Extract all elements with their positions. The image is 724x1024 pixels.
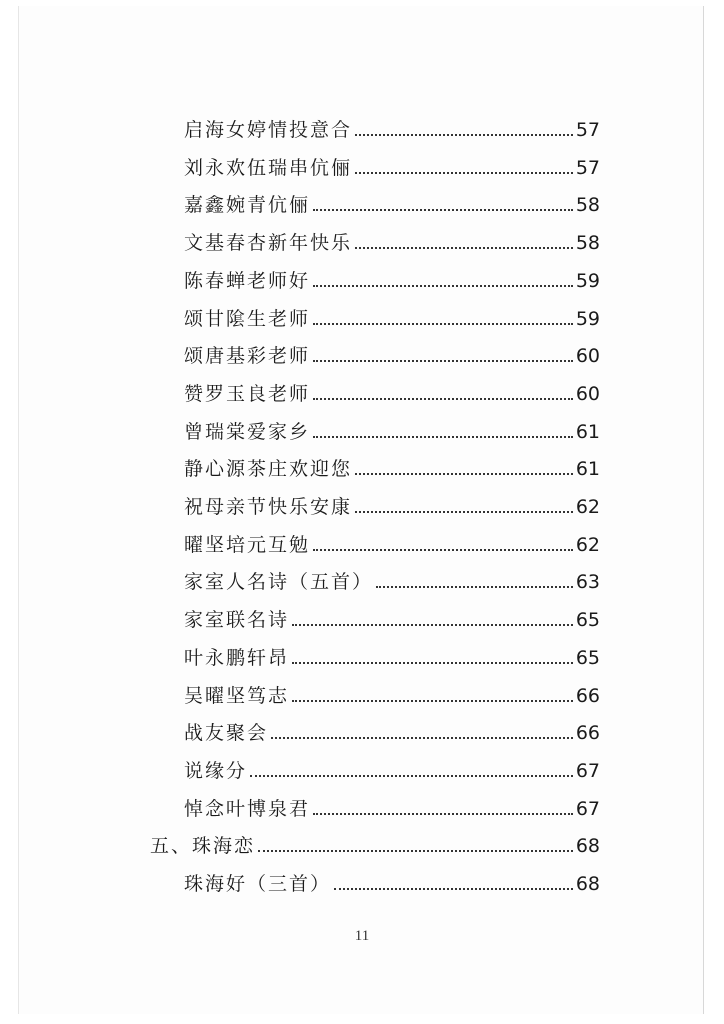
toc-entry xyxy=(184,301,600,331)
toc-entry xyxy=(184,150,600,180)
toc-entry-title: 说缘分 xyxy=(184,759,248,782)
dot-leader xyxy=(334,888,573,890)
dot-leader xyxy=(313,209,573,211)
toc-entry-title: 叶永鹏轩昂 xyxy=(184,646,290,669)
toc-entry-page: 57 xyxy=(575,119,600,141)
toc-entry-title: 悼念叶博泉君 xyxy=(184,797,311,820)
toc-entry-title: 吴曜坚笃志 xyxy=(184,684,290,707)
toc-entry-title: 曜坚培元互勉 xyxy=(184,533,311,556)
dot-leader xyxy=(355,134,573,136)
dot-leader xyxy=(313,285,573,287)
toc-entry-page: 63 xyxy=(575,571,600,594)
toc-entry xyxy=(184,338,600,368)
toc-entry-title: 颂唐基彩老师 xyxy=(184,345,311,368)
toc-entry-page: 58 xyxy=(575,232,600,255)
dot-leader xyxy=(292,662,573,664)
toc-entry-page: 57 xyxy=(575,156,600,179)
dot-leader xyxy=(313,398,573,400)
dot-leader xyxy=(376,586,573,588)
toc-entry-page: 62 xyxy=(575,496,600,518)
toc-entry-title: 战友聚会 xyxy=(184,722,269,745)
toc-entry xyxy=(184,715,600,745)
toc-entry-page: 61 xyxy=(575,458,600,481)
toc-entry-title: 家室联名诗 xyxy=(184,609,290,632)
toc-entry xyxy=(150,828,600,858)
toc-entry-page: 59 xyxy=(575,307,600,330)
toc-entry-title: 颂甘隂生老师 xyxy=(184,307,311,330)
toc-entry-title: 赞罗玉良老师 xyxy=(184,382,311,405)
toc-entry xyxy=(184,225,600,255)
dot-leader xyxy=(355,511,573,513)
toc-entry xyxy=(184,414,600,444)
toc-entry-title: 陈春蝉老师好 xyxy=(184,269,311,292)
toc-entry-page: 65 xyxy=(575,646,600,669)
dot-leader xyxy=(313,323,573,325)
toc-entry-title: 静心源茶庄欢迎您 xyxy=(184,458,353,481)
toc-entry-page: 59 xyxy=(575,269,600,292)
toc-entry-page: 67 xyxy=(575,797,600,820)
toc-entry xyxy=(184,376,600,406)
dot-leader xyxy=(313,436,573,438)
toc-entry-page: 58 xyxy=(575,194,600,217)
toc-entry-page: 66 xyxy=(575,722,600,745)
toc-entry-page: 68 xyxy=(575,835,600,858)
toc-entry-page: 60 xyxy=(575,382,600,405)
toc-entry xyxy=(184,112,600,142)
dot-leader xyxy=(313,813,573,815)
dot-leader xyxy=(355,473,573,475)
toc-entry xyxy=(184,187,600,217)
toc-entry xyxy=(184,263,600,293)
toc-entry-title: 启海女婷情投意合 xyxy=(184,119,353,141)
toc-entry xyxy=(184,866,600,896)
toc-entry-title: 刘永欢伍瑞串伉俪 xyxy=(184,156,353,179)
toc-entry-title: 珠海好（三首） xyxy=(184,873,332,895)
toc-entry-title: 五、珠海恋 xyxy=(150,835,256,858)
toc-entry-page: 61 xyxy=(575,420,600,443)
toc-entry-title: 家室人名诗（五首） xyxy=(184,571,374,594)
toc-entry-page: 68 xyxy=(575,873,600,895)
toc-entry-page: 62 xyxy=(575,533,600,556)
toc-entry xyxy=(184,451,600,481)
page-number: 11 xyxy=(354,928,370,944)
toc-entry-title: 文基春杏新年快乐 xyxy=(184,232,353,255)
toc-entry-page: 66 xyxy=(575,684,600,707)
toc-entry-title: 嘉鑫婉青伉俪 xyxy=(184,194,311,217)
toc-entry xyxy=(184,753,600,783)
toc-entry xyxy=(184,678,600,708)
dot-leader xyxy=(292,624,573,626)
toc-entry xyxy=(184,564,600,594)
toc-entry xyxy=(184,602,600,632)
toc-entry xyxy=(184,640,600,670)
toc-entry-page: 67 xyxy=(575,759,600,782)
dot-leader xyxy=(313,549,573,551)
toc-entry-title: 曾瑞棠爱家乡 xyxy=(184,420,311,443)
toc-entry-title: 祝母亲节快乐安康 xyxy=(184,496,353,518)
dot-leader xyxy=(313,360,573,362)
dot-leader xyxy=(355,247,573,249)
dot-leader xyxy=(355,172,573,174)
toc-entry xyxy=(184,791,600,821)
dot-leader xyxy=(292,700,573,702)
dot-leader xyxy=(250,775,573,777)
toc-entry xyxy=(184,527,600,557)
toc-entry xyxy=(184,489,600,519)
dot-leader xyxy=(258,850,573,852)
dot-leader xyxy=(271,737,573,739)
toc-entry-page: 65 xyxy=(575,609,600,632)
toc-entry-page: 60 xyxy=(575,345,600,368)
